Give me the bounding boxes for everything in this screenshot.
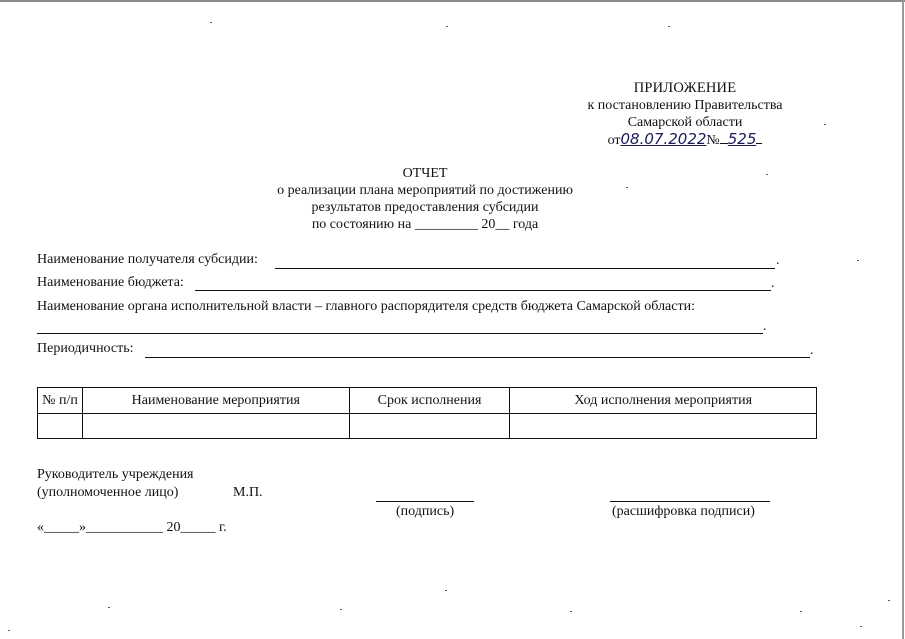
report-line-2: результатов предоставления субсидии — [311, 200, 539, 215]
table-cell[interactable] — [82, 414, 349, 439]
scan-right-edge — [902, 0, 904, 639]
appendix-block — [560, 80, 810, 149]
scan-speck — [445, 590, 447, 591]
head-line-2: (уполномоченное лицо) — [37, 485, 179, 500]
authority-end-mark: . — [763, 319, 767, 334]
decoding-caption: (расшифровка подписи) — [612, 504, 755, 519]
table-cell[interactable] — [510, 414, 817, 439]
appendix-date-line — [560, 131, 810, 149]
scan-speck — [210, 22, 212, 23]
scan-speck — [626, 187, 628, 188]
signature-date-line: «_____»___________ 20_____ г. — [37, 520, 227, 535]
scan-speck — [340, 609, 342, 610]
table-row — [38, 414, 817, 439]
appendix-line-1: к постановлению Правительства — [587, 98, 783, 113]
report-line-3: по состоянию на _________ 20__ года — [311, 217, 539, 232]
scan-speck — [857, 260, 859, 261]
authority-label: Наименование органа исполнительной власти – главного распорядителя средств бюджета Самарской области: — [37, 299, 695, 314]
budget-field[interactable] — [195, 290, 771, 291]
signature-field[interactable] — [376, 501, 474, 502]
budget-label: Наименование бюджета: — [37, 275, 184, 290]
table-header-row — [38, 388, 817, 414]
scan-speck — [860, 626, 862, 627]
header-number: № п/п — [38, 388, 83, 414]
appendix-line-2: Самарской области — [627, 115, 743, 130]
scan-speck — [446, 26, 448, 27]
recipient-field[interactable] — [275, 268, 775, 269]
header-deadline: Срок исполнения — [349, 388, 510, 414]
report-title: ОТЧЕТ — [402, 166, 448, 181]
appendix-title: ПРИЛОЖЕНИЕ — [633, 80, 737, 96]
header-progress: Ход исполнения мероприятия — [510, 388, 817, 414]
scan-speck — [766, 174, 768, 175]
scan-speck — [570, 611, 572, 612]
number-sign: № — [706, 133, 720, 148]
report-header — [230, 165, 620, 233]
budget-end-mark: . — [771, 276, 775, 291]
signature-caption: (подпись) — [396, 504, 455, 519]
head-line-1: Руководитель учреждения — [37, 467, 194, 482]
decoding-field[interactable] — [610, 501, 770, 502]
authority-field[interactable] — [37, 333, 763, 334]
handwritten-date: 08.07.2022 — [620, 130, 707, 148]
periodicity-field[interactable] — [145, 357, 810, 358]
scan-speck — [824, 124, 826, 125]
scan-speck — [668, 26, 670, 27]
scan-speck — [800, 611, 802, 612]
recipient-end-mark: . — [776, 253, 780, 268]
periodicity-end-mark: . — [810, 343, 814, 358]
scan-speck — [888, 600, 890, 601]
events-table — [37, 387, 817, 439]
table-cell[interactable] — [349, 414, 510, 439]
scan-top-edge — [0, 0, 905, 2]
handwritten-number: 525 — [727, 130, 757, 148]
date-prefix: от — [607, 133, 621, 148]
scan-speck — [8, 630, 10, 631]
recipient-label: Наименование получателя субсидии: — [37, 252, 258, 267]
scan-speck — [108, 607, 110, 608]
periodicity-label: Периодичность: — [37, 341, 134, 356]
table-cell[interactable] — [38, 414, 83, 439]
header-event-name: Наименование мероприятия — [82, 388, 349, 414]
stamp-mark: М.П. — [233, 485, 263, 500]
report-line-1: о реализации плана мероприятий по достижению — [277, 183, 573, 198]
